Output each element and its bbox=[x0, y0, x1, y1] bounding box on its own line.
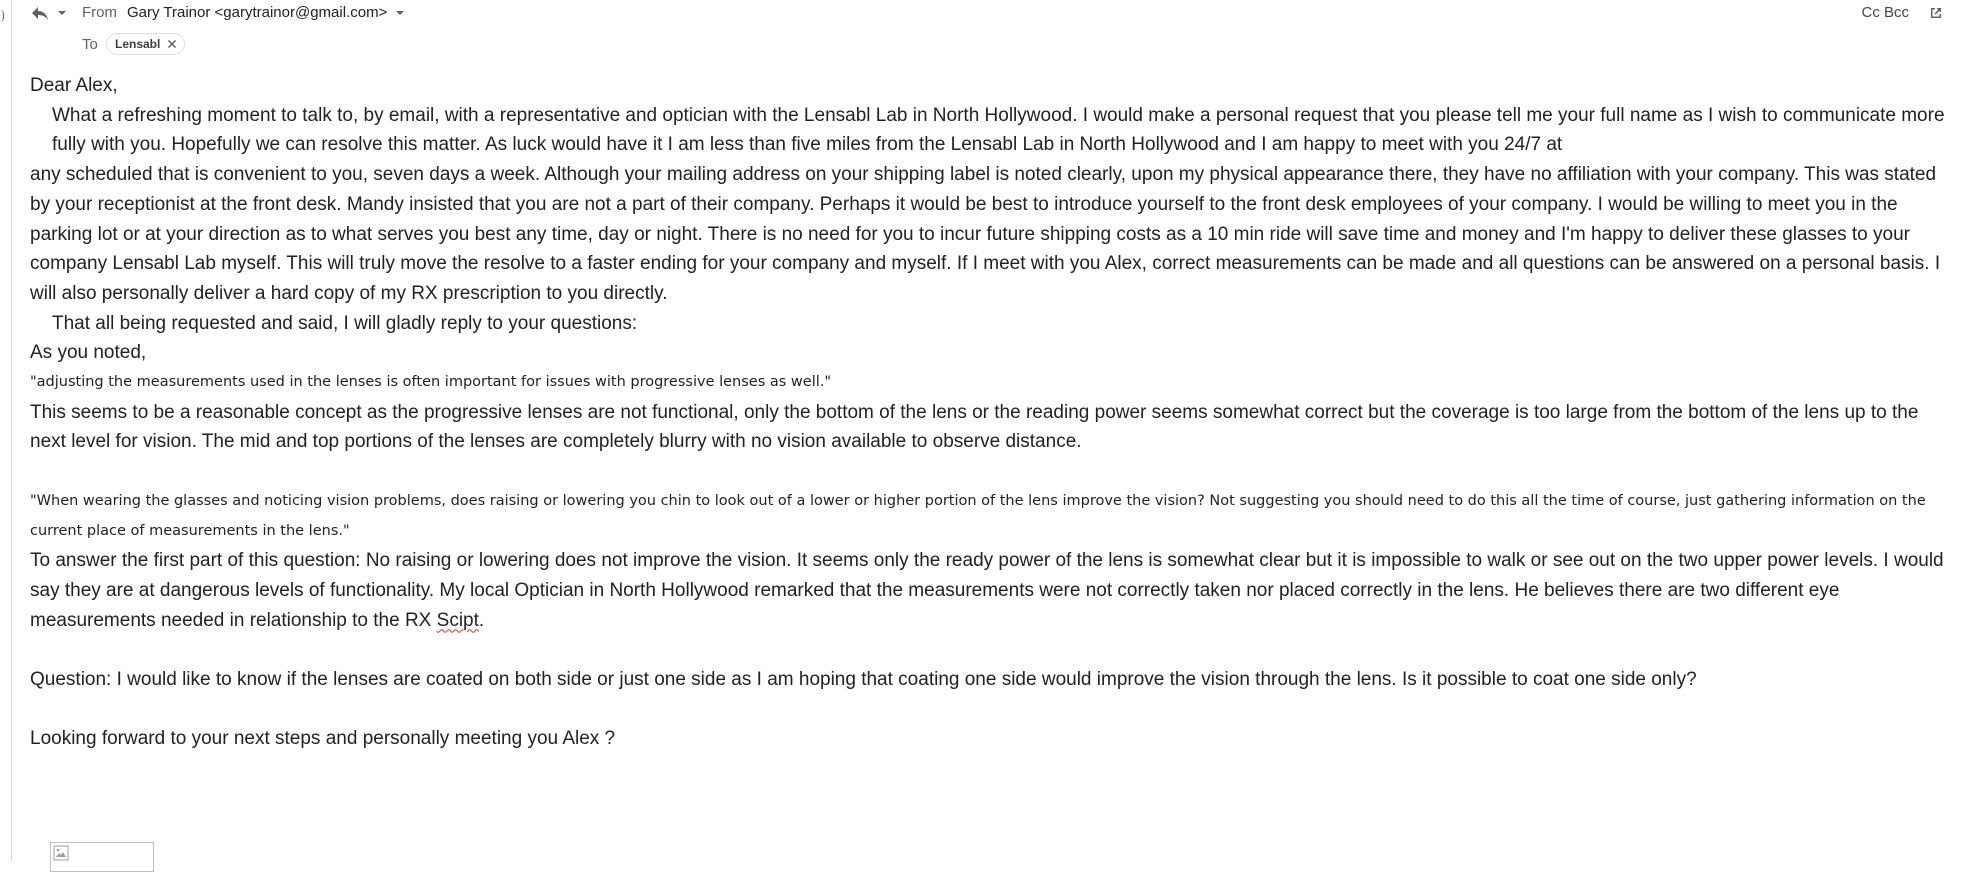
blank-line bbox=[30, 635, 1950, 665]
greeting: Dear Alex, bbox=[30, 75, 118, 96]
body-paragraph-details: any scheduled that is convenient to you, seven days a week. Although your mailing address on your shipping label is noted clearly, upon my physical appearance there, they have no affiliation with your company. This was stated by your receptionist at the front desk. Mandy insisted that you are not a part of their company. Perhaps it would be best to introduce yourself to the front desk employees of your company. I would be willing to meet you in the parking lot or at your direction as to what serves you best any time, day or night. There is no need for you to incur future shipping costs as a 10 min ride will save time and money and I'm happy to deliver these glasses to your company Lensabl Lab myself. This will truly move the resolve to a faster ending for your company and myself. If I meet with you Alex, correct measurements can be made and all questions can be answered on a personal basis. I will also personally deliver a hard copy of my RX prescription to you directly. bbox=[30, 164, 1941, 304]
blank-line bbox=[30, 695, 1950, 725]
body-paragraph-intro: What a refreshing moment to talk to, by email, with a representative and optician with the Lensabl Lab in North Hollywood. I would make a personal request that you please tell me your full name as I wish to communicate more fully with you. Hopefully we can resolve this matter. As luck would have it I am less than five miles from the Lensabl Lab in North Hollywood and I am happy to meet with you 24/7 at bbox=[52, 104, 1945, 156]
to-label: To bbox=[82, 36, 98, 53]
close-icon[interactable] bbox=[166, 38, 178, 50]
answer-paragraph-2-text: To answer the first part of this question: No raising or lowering does not improve the vision. It seems only the ready power of the lens is somewhat clear but it is impossible to walk or see out on the two upper power levels. I would say they are at dangerous levels of functionality. My local Optician in North Hollywood remarked that the measurements were not correctly taken nor placed correctly in the lens. He believes there are two different eye measurements needed in relationship to the RX bbox=[30, 550, 1944, 631]
message-body[interactable] bbox=[30, 71, 1950, 754]
blank-line bbox=[30, 457, 1950, 487]
popout-icon[interactable] bbox=[1928, 5, 1944, 21]
chevron-down-icon[interactable] bbox=[56, 6, 68, 20]
thread-divider bbox=[11, 0, 12, 862]
misspelled-word[interactable]: Scipt bbox=[436, 609, 479, 631]
body-paragraph-transition: That all being requested and said, I will gladly reply to your questions: bbox=[52, 312, 638, 334]
recipient-chip[interactable] bbox=[106, 33, 185, 55]
recipient-chip-label: Lensabl bbox=[115, 37, 161, 51]
from-address-selector[interactable]: Gary Trainor <garytrainor@gmail.com> bbox=[127, 4, 388, 21]
closing-line: Looking forward to your next steps and personally meeting you Alex ? bbox=[30, 728, 616, 750]
answer-paragraph-1: This seems to be a reasonable concept as the progressive lenses are not functional, only the bottom of the lens or the reading power seems somewhat correct but the coverage is too large from the bottom of the lens up to the next level for vision. The mid and top portions of the lenses are completely blurry with no vision available to observe distance. bbox=[30, 401, 1919, 453]
question-paragraph: Question: I would like to know if the lenses are coated on both side or just one side as I am hoping that coating one side would improve the vision through the lens. Is it possible to coat one side only? bbox=[30, 669, 1697, 691]
quoted-text-1: "adjusting the measurements used in the lenses is often important for issues with progressive lenses as well." bbox=[30, 374, 832, 391]
from-label: From bbox=[82, 4, 117, 21]
answer-paragraph-2-end: . bbox=[478, 609, 485, 631]
cc-bcc-link[interactable]: Cc Bcc bbox=[1861, 4, 1909, 21]
chevron-down-icon[interactable] bbox=[394, 6, 406, 20]
broken-image-icon[interactable] bbox=[50, 842, 154, 872]
answer-paragraph-2 bbox=[30, 546, 1950, 635]
as-you-noted: As you noted, bbox=[30, 342, 147, 364]
compose-header bbox=[0, 0, 1964, 64]
reply-icon[interactable] bbox=[30, 4, 50, 22]
quoted-text-2: "When wearing the glasses and noticing vision problems, does raising or lowering you chin to look out of a lower or higher portion of the lens improve the vision? Not suggesting you should need to do this all the time of course, just gathering information on the current place of measurements in the lens." bbox=[30, 492, 1926, 539]
